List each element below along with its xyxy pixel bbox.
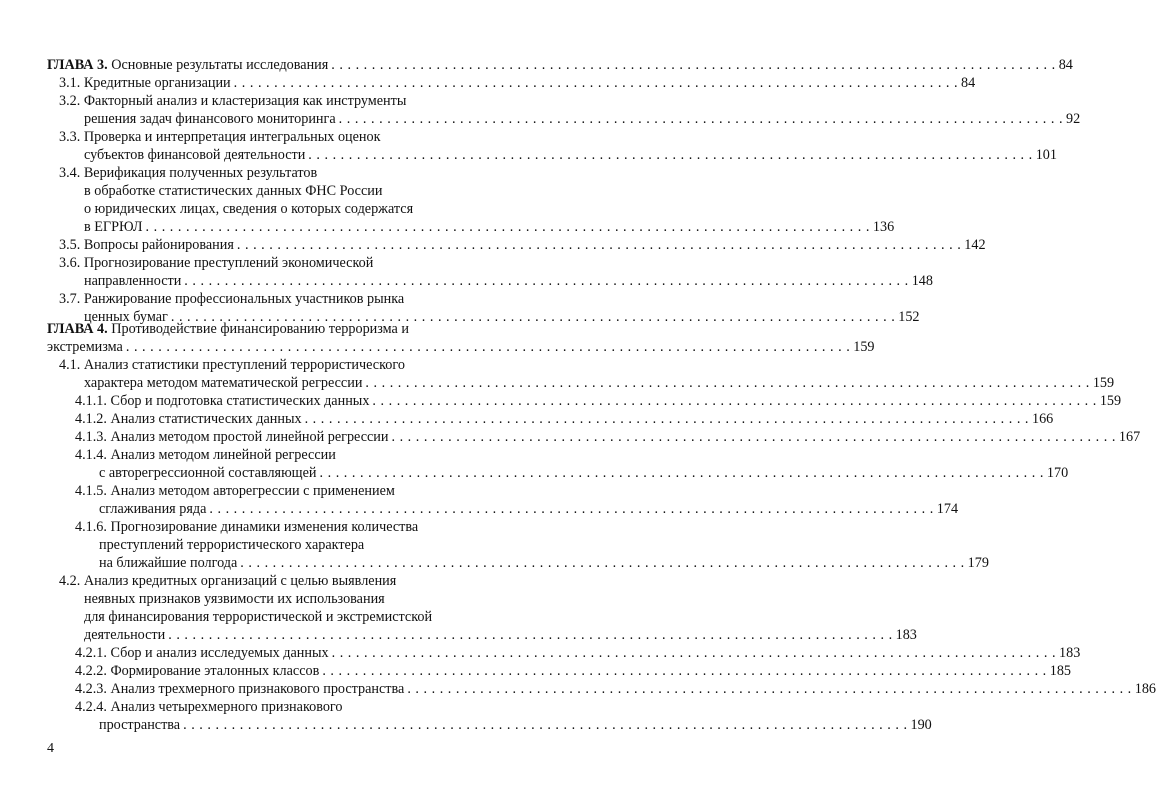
entry-title: 4.1.3. Анализ методом простой линейной регрессии: [75, 429, 389, 445]
page-ref: 152: [898, 309, 920, 325]
entry-title: решения задач финансового мониторинга: [84, 111, 336, 127]
toc-entry: [0, 482, 959, 518]
page-ref: 167: [1118, 429, 1141, 445]
entry-title: в ЕГРЮЛ: [84, 219, 143, 235]
leader-dots: [183, 716, 907, 734]
entry-title: в обработке статистических данных ФНС России: [84, 183, 383, 199]
entry-title: 4.1.5. Анализ методом авторегрессии с применением: [75, 483, 395, 499]
chapter-label: ГЛАВА 4.: [47, 321, 108, 337]
entry-title: Противодействие финансированию терроризма и: [107, 321, 409, 337]
leader-dots: [322, 662, 1046, 680]
leader-dots: [184, 272, 908, 290]
toc-entry: [0, 662, 1071, 680]
entry-title: 3.6. Прогнозирование преступлений экономической: [59, 255, 374, 271]
entry-title: 4.1.4. Анализ методом линейной регрессии: [75, 447, 336, 463]
chapter-label: ГЛАВА 3.: [47, 57, 108, 73]
leader-dots: [126, 338, 850, 356]
entry-title: Основные результаты исследования: [107, 57, 329, 73]
entry-title: 3.1. Кредитные организации: [59, 75, 231, 91]
toc-entry: [0, 428, 1141, 446]
page-ref: 84: [961, 75, 976, 91]
entry-title: 4.2.2. Формирование эталонных классов: [75, 663, 320, 679]
page-ref: 136: [872, 219, 895, 235]
toc-entry: [0, 644, 1081, 662]
page-ref: 101: [1035, 147, 1057, 163]
leader-dots: [237, 236, 961, 254]
page-ref: 166: [1031, 411, 1054, 427]
entry-title: пространства: [99, 717, 181, 733]
entry-title: 3.7. Ранжирование профессиональных участников рынка: [59, 291, 405, 307]
chapter-heading: [0, 320, 875, 356]
page-ref: 174: [936, 501, 959, 517]
toc-entry: [0, 236, 986, 254]
entry-title: субъектов финансовой деятельности: [84, 147, 306, 163]
entry-title: 4.2.4. Анализ четырехмерного признакового: [75, 699, 343, 715]
toc-entry: [0, 164, 895, 236]
entry-title: 3.2. Факторный анализ и кластеризация как инструменты: [59, 93, 407, 109]
leader-dots: [365, 374, 1089, 392]
page-ref: 183: [895, 627, 917, 643]
leader-dots: [305, 410, 1029, 428]
entry-title: 3.4. Верификация полученных результатов: [59, 165, 318, 181]
entry-title: экстремизма: [47, 339, 123, 355]
chapter-heading: [0, 56, 1073, 74]
entry-title: для финансирования террористической и экстремистской: [84, 609, 433, 625]
toc-entry: [0, 92, 1081, 128]
entry-title: 3.3. Проверка и интерпретация интегральных оценок: [59, 129, 381, 145]
page-ref: 186: [1134, 681, 1156, 697]
entry-title: 4.2. Анализ кредитных организаций с целью выявления: [59, 573, 397, 589]
toc-entry: [0, 254, 933, 290]
leader-dots: [308, 146, 1032, 164]
entry-title: деятельности: [84, 627, 166, 643]
entry-title: 4.2.1. Сбор и анализ исследуемых данных: [75, 645, 329, 661]
page-ref: 179: [967, 555, 989, 571]
leader-dots: [209, 500, 933, 518]
page-ref: 185: [1049, 663, 1071, 679]
page-ref: 170: [1046, 465, 1069, 481]
page-ref: 159: [1092, 375, 1115, 391]
leader-dots: [372, 392, 1096, 410]
toc-entry: [0, 680, 1156, 698]
entry-title: неявных признаков уязвимости их использования: [84, 591, 385, 607]
entry-title: преступлений террористического характера: [99, 537, 365, 553]
leader-dots: [320, 464, 1044, 482]
page-ref: 92: [1066, 111, 1081, 127]
entry-title: 4.2.3. Анализ трехмерного признакового пространства: [75, 681, 405, 697]
leader-dots: [240, 554, 964, 572]
entry-title: направленности: [84, 273, 182, 289]
toc-entry: [0, 356, 1115, 392]
leader-dots: [146, 218, 870, 236]
page-ref: 142: [964, 237, 986, 253]
toc-entry: [0, 518, 989, 572]
entry-title: сглаживания ряда: [99, 501, 207, 517]
entry-title: 4.1.2. Анализ статистических данных: [75, 411, 302, 427]
leader-dots: [407, 680, 1131, 698]
entry-title: 4.1.1. Сбор и подготовка статистических данных: [75, 393, 370, 409]
toc-entry: [0, 392, 1122, 410]
page-number: 4: [47, 741, 54, 756]
entry-title: о юридических лицах, сведения о которых содержатся: [84, 201, 414, 217]
page-ref: 183: [1059, 645, 1081, 661]
entry-title: ценных бумаг: [84, 309, 168, 325]
toc-entry: [0, 74, 976, 92]
toc-entry: [0, 572, 917, 644]
leader-dots: [168, 626, 892, 644]
leader-dots: [234, 74, 958, 92]
page-ref: 159: [853, 339, 875, 355]
leader-dots: [339, 110, 1063, 128]
toc-entry: [0, 446, 1069, 482]
page-ref: 148: [911, 273, 933, 289]
entry-title: 4.1.6. Прогнозирование динамики изменения количества: [75, 519, 419, 535]
toc-entry: [0, 410, 1054, 428]
toc-entry: [0, 128, 1057, 164]
page-ref: 190: [910, 717, 932, 733]
entry-title: 3.5. Вопросы районирования: [59, 237, 234, 253]
leader-dots: [391, 428, 1115, 446]
page-ref: 84: [1058, 57, 1073, 73]
entry-title: характера методом математической регрессии: [84, 375, 363, 391]
entry-title: с авторегрессионной составляющей: [99, 465, 317, 481]
leader-dots: [332, 644, 1056, 662]
toc-entry: [0, 698, 932, 734]
entry-title: 4.1. Анализ статистики преступлений террористического: [59, 357, 405, 373]
page-ref: 159: [1099, 393, 1122, 409]
entry-title: на ближайшие полгода: [99, 555, 238, 571]
leader-dots: [331, 56, 1055, 74]
